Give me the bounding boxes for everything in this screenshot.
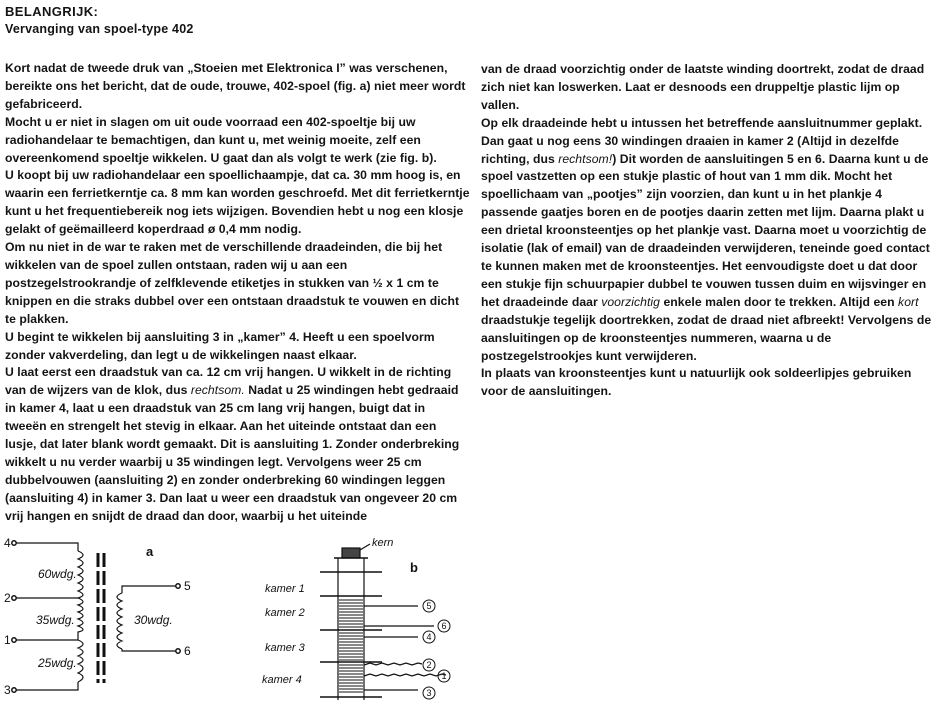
paragraph: In plaats van kroonsteentjes kunt u natuurlijk ook soldeerlipjes gebruiken voor de aansluitingen. bbox=[481, 366, 912, 399]
emphasis: rechtsom! bbox=[558, 151, 613, 166]
terminal-number: 3 bbox=[426, 688, 432, 698]
terminal-number: 5 bbox=[426, 601, 432, 611]
winding-label: 35wdg. bbox=[36, 613, 75, 627]
chamber-label: kamer 2 bbox=[265, 607, 305, 619]
winding-hatch bbox=[339, 600, 363, 692]
chamber-label: kamer 1 bbox=[265, 583, 305, 595]
right-text-column bbox=[481, 61, 939, 401]
primary-winding bbox=[78, 551, 83, 682]
terminal-3 bbox=[12, 688, 16, 692]
lead bbox=[16, 543, 78, 551]
heading-subtitle: Vervanging van spoel-type 402 bbox=[5, 22, 194, 36]
terminal-number: 6 bbox=[441, 621, 447, 631]
winding-label: 60wdg. bbox=[38, 567, 77, 581]
text-run: ) Dit worden de aansluitingen 5 en 6. Daarna kunt u de spoel vastzetten op een stukje plastic of hout van 1 mm dik. Mocht het spoellichaam van „pootjes” zijn voorzien, dan kunt u in het plankje 4 passende gaatjes boren en de pootjes daarin zetten met lijm. Daarna plakt u een drietal kroonsteentjes op het plankje vast. Daarna moet u voorzichtig de isolatie (lak of email) van de draadeinden verwijderen, teneinde goed contact te kunnen maken met de kroonsteentjes. Het eenvoudigste doet u dat door een stukje fijn schuurpapier dubbel te vouwen tussen duim en wijsvinger en het draadeinde daar bbox=[481, 151, 930, 309]
paragraph: U koopt bij uw radiohandelaar een spoellichaampje, dat ca. 30 mm hoog is, en waarin een ferrietkerntje ca. 8 mm kan worden geschroefd. Met dit ferrietkerntje kunt u het frequentiebereik nog iets wijzigen. Bovendien hebt u nog een klosje gelakt of geëmailleerd koperdraad ø 0,4 mm nodig. bbox=[5, 168, 470, 237]
pin-label: 5 bbox=[184, 579, 191, 593]
terminal-number: 4 bbox=[426, 632, 432, 642]
figure-a-label: a bbox=[146, 544, 154, 559]
pin-label: 3 bbox=[4, 683, 11, 697]
text-run: Nadat u 25 windingen hebt gedraaid in kamer 4, laat u een draadstuk van 25 cm lang vrij hangen, buigt dat in tweeën en strengelt het stevig in elkaar. Aan het uiteinde ontstaat dan een lusje, dat later blank wordt gemaakt. Dit is aansluiting 1. Zonder onderbreking wikkelt u nu verder waarbij u 35 windingen legt. Vervolgens weer 25 cm dubbelvouwen (aansluiting 2) en zonder onderbreking 60 windingen leggen (aansluiting 4) in kamer 3. Dan laat u weer een draadstuk van ongeveer 20 cm vrij hangen en snijdt de draad dan door, waarbij u het uiteinde bbox=[5, 383, 460, 523]
emphasis: kort bbox=[898, 294, 919, 309]
figure-b-label: b bbox=[410, 560, 418, 575]
paragraph: Op elk draadeinde hebt u intussen het betreffende aansluitnummer geplakt. bbox=[481, 115, 923, 130]
paragraph: Kort nadat de tweede druk van „Stoeien met Elektronica I” was verschenen, bereikte ons het bericht, dat de oude, trouwe, 402-spoel (fig. a) niet meer wordt gefabriceerd. bbox=[5, 61, 466, 111]
figure-a-schematic bbox=[4, 536, 191, 697]
paragraph bbox=[5, 364, 470, 525]
chamber-label: kamer 4 bbox=[262, 674, 302, 686]
terminal-4 bbox=[12, 541, 16, 545]
terminal-1 bbox=[12, 638, 16, 642]
terminal-number: 2 bbox=[426, 660, 432, 670]
kern-label: kern bbox=[372, 537, 394, 549]
text-run: Dan gaat u nog eens 30 windingen draaien in kamer 2 (Altijd in dezelfde richting, dus bbox=[481, 133, 900, 166]
terminal-5 bbox=[176, 584, 180, 588]
paragraph: Om nu niet in de war te raken met de verschillende draadeinden, die bij het wikkelen van de spoel zullen ontstaan, raden wij u aan een postzegelstrookrandje of zelfklevende etiketjes in stukken van ½ x 1 cm te knippen en die straks dubbel over een ontstaan draadstuk te vouwen en dicht te plakken. bbox=[5, 240, 460, 326]
left-text-column bbox=[5, 60, 470, 526]
lead bbox=[122, 586, 176, 593]
terminal-number: 1 bbox=[441, 671, 447, 681]
secondary-winding bbox=[117, 593, 122, 649]
pin-label: 6 bbox=[184, 644, 191, 658]
ferrite-core-screw bbox=[342, 548, 360, 558]
emphasis: voorzichtig bbox=[601, 294, 661, 309]
heading-important: BELANGRIJK: bbox=[5, 4, 99, 19]
paragraph: van de draad voorzichtig onder de laatste winding doortrekt, zodat de draad zich niet kan loswerken. Laat er desnoods een druppeltje plastic lijm op vallen. bbox=[481, 62, 925, 112]
figure-b-drawing bbox=[262, 537, 450, 700]
lead bbox=[16, 682, 78, 690]
terminal-6 bbox=[176, 649, 180, 653]
paragraph bbox=[481, 133, 939, 366]
lead-2-twisted bbox=[364, 663, 422, 665]
paragraph: U begint te wikkelen bij aansluiting 3 in „kamer” 4. Heeft u een spoelvorm zonder vakverdeling, dan legt u de wikkelingen naast elkaar. bbox=[5, 329, 435, 362]
kern-pointer bbox=[360, 544, 370, 550]
lead bbox=[122, 649, 176, 651]
emphasis: rechtsom. bbox=[190, 383, 245, 398]
chamber-label: kamer 3 bbox=[265, 642, 305, 654]
coil-figures bbox=[0, 530, 470, 705]
text-run: draadstukje tegelijk doortrekken, zodat de draad niet afbreekt! Vervolgens de aansluitingen op de kroonsteentjes nummeren, waarna u de postzegelstrookjes kunt verwijderen. bbox=[481, 312, 932, 363]
pin-label: 2 bbox=[4, 591, 11, 605]
winding-label: 25wdg. bbox=[38, 656, 77, 670]
lead-1-twisted bbox=[364, 674, 446, 676]
pin-label: 4 bbox=[4, 536, 11, 550]
text-run: enkele malen door te trekken. Altijd een bbox=[660, 294, 899, 309]
text-run: U laat eerst een draadstuk van ca. 12 cm vrij hangen. U wikkelt in de richting van de wijzers van de klok, dus bbox=[5, 365, 452, 398]
paragraph: Mocht u er niet in slagen om uit oude voorraad een 402-spoeltje bij uw radiohandelaar te bemachtigen, dan kunt u, met weinig moeite, zelf een overeenkomend spoeltje wikkelen. U gaat dan als volgt te werk (zie fig. b). bbox=[5, 114, 437, 165]
terminal-2 bbox=[12, 596, 16, 600]
winding-label: 30wdg. bbox=[134, 613, 173, 627]
pin-label: 1 bbox=[4, 633, 11, 647]
